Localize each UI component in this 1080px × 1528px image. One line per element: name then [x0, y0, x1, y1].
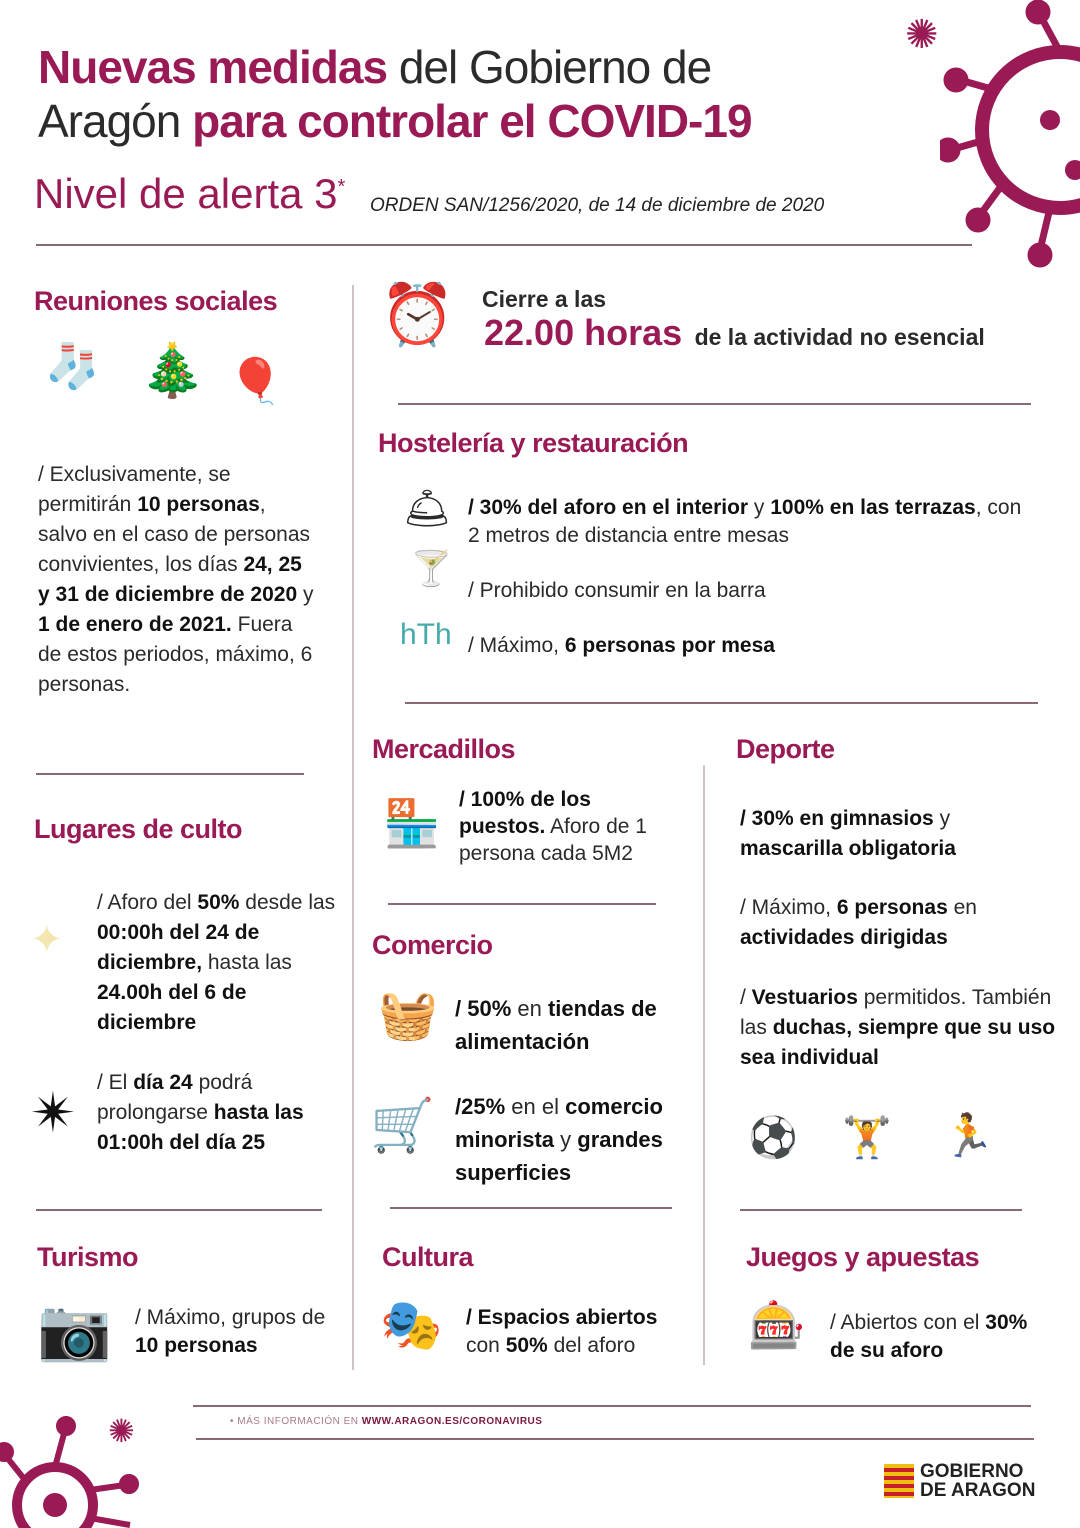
text-run-bold: Vestuarios: [751, 986, 858, 1009]
culto-item: [97, 888, 347, 1038]
text-run: , con 2 metros de distancia entre mesas: [468, 496, 1022, 547]
title-highlight: Nuevas medidas: [38, 41, 388, 93]
section-heading-hosteleria: Hostelería y restauración: [378, 428, 689, 458]
grocery-basket-icon: 🧺: [378, 989, 438, 1042]
stocking-icon: 🧦: [45, 342, 100, 391]
small-virus-icon: ✺: [108, 1413, 135, 1449]
serving-tray-icon: 🛎: [403, 488, 452, 530]
page-title: [38, 40, 752, 148]
text-run: / El: [97, 1071, 134, 1094]
deporte-item: [740, 804, 1030, 864]
text-run: podrá prolongarse: [97, 1071, 253, 1124]
text-run-bold: / 50%: [455, 996, 512, 1021]
small-virus-icon: ✺: [905, 13, 939, 57]
text-run: en: [947, 896, 977, 919]
theater-masks-icon: 🎭: [380, 1297, 443, 1353]
text-run: y: [297, 583, 314, 606]
weightlifting-icon: 🏋: [842, 1116, 892, 1160]
section-heading-juegos: Juegos y apuestas: [746, 1242, 980, 1272]
ornaments-icon: 🎈: [228, 357, 283, 406]
text-run-bold: 10 personas: [135, 1334, 258, 1357]
divider: [36, 244, 972, 246]
divider: [36, 1209, 322, 1211]
title-highlight: para controlar el COVID-19: [192, 95, 752, 147]
title-text: del Gobierno de: [387, 41, 712, 93]
text-run: en: [511, 996, 548, 1021]
culto-item: [97, 1068, 337, 1158]
text-run: / Máximo,: [468, 634, 565, 657]
deporte-item: [740, 983, 1060, 1073]
section-heading-comercio: Comercio: [372, 930, 493, 960]
section-heading-cultura: Cultura: [382, 1242, 473, 1272]
closing-label: Cierre a las: [482, 286, 607, 312]
christmas-tree-icon: 🎄: [140, 342, 205, 400]
text-run: en el: [505, 1094, 566, 1119]
deporte-item: [740, 893, 1030, 953]
text-run: / Máximo, grupos de: [135, 1306, 326, 1329]
shopping-cart-icon: 🛒: [370, 1097, 435, 1155]
cocktail-icon: 🍸: [410, 550, 453, 588]
more-info-label: • MÁS INFORMACIÓN EN: [230, 1416, 362, 1427]
aragon-flag-logo: [884, 1464, 914, 1498]
soccer-ball-icon: ⚽: [748, 1116, 798, 1160]
comercio-item: [455, 1090, 700, 1189]
title-text: Aragón: [38, 95, 193, 147]
text-run-bold: 24, 25 y 31 de diciembre de 2020: [38, 553, 302, 606]
divider: [405, 702, 1038, 704]
text-run-bold: actividades dirigidas: [740, 926, 948, 949]
column-divider: [352, 285, 354, 1370]
closing-hour: 22.00 horas: [484, 312, 683, 353]
more-info: [230, 1416, 542, 1427]
text-run-bold: grandes superficies: [455, 1127, 663, 1185]
text-run: / Aforo del: [97, 891, 198, 914]
text-run: y: [554, 1127, 578, 1152]
text-run-bold: 100% en las terrazas: [770, 496, 976, 519]
hosteleria-item: [468, 494, 1038, 550]
text-run: Fuera de estos periodos, máximo, 6 personas.: [38, 613, 313, 696]
text-run: /: [740, 986, 752, 1009]
text-run: con: [466, 1334, 506, 1357]
text-run: , salvo en el caso de personas convivientes, los días: [38, 493, 311, 576]
text-run: / Exclusivamente, se permitirán: [38, 463, 231, 516]
section-heading-deporte: Deporte: [736, 734, 835, 764]
text-run: Aforo de 1 persona cada 5M2: [459, 815, 647, 865]
star-icon: ✴: [30, 1081, 77, 1144]
text-run-bold: / Espacios abiertos: [466, 1306, 658, 1329]
closing-time: [484, 312, 985, 354]
text-run: y: [748, 496, 771, 519]
text-run: / Prohibido consumir en la barra: [468, 579, 766, 602]
hosteleria-item: [468, 576, 766, 606]
text-run-bold: 6 personas por mesa: [564, 634, 775, 657]
text-run: / Abiertos con el: [830, 1311, 986, 1334]
section-heading-mercadillos: Mercadillos: [372, 734, 516, 764]
text-run: permitidos. También las: [740, 986, 1052, 1039]
logo-text: DE ARAGON: [920, 1480, 1036, 1501]
text-run-bold: / 30% en gimnasios: [740, 807, 934, 830]
text-run-bold: día 24: [133, 1071, 193, 1094]
alarm-clock-icon: ⏰: [380, 281, 455, 348]
text-run-bold: 10 personas: [137, 493, 260, 516]
section-heading-culto: Lugares de culto: [34, 814, 243, 844]
footnote-mark: *: [337, 176, 346, 198]
text-run-bold: / 30% del aforo en el interior: [468, 496, 749, 519]
divider: [740, 1209, 1022, 1211]
text-run-bold: 50%: [505, 1334, 548, 1357]
divider: [390, 1207, 672, 1209]
divider: [196, 1438, 1034, 1440]
divider: [398, 403, 1031, 405]
text-run-bold: 1 de enero de 2021.: [38, 613, 232, 636]
divider: [36, 773, 304, 775]
mercadillos-text: [459, 786, 679, 867]
juegos-text: [830, 1309, 1030, 1365]
poker-chips-icon: 🎰: [748, 1299, 806, 1351]
turismo-text: [135, 1304, 335, 1360]
text-run: / Máximo,: [740, 896, 837, 919]
virus-icon: [940, 0, 1080, 270]
market-stall-icon: 🏪: [383, 797, 441, 849]
cultura-text: [466, 1304, 696, 1360]
text-run-bold: /25%: [455, 1094, 506, 1119]
text-run: hasta las: [202, 951, 292, 974]
text-run-bold: / 100% de los puestos.: [459, 788, 591, 838]
divider: [388, 903, 656, 905]
alert-level-text: Nivel de alerta 3: [34, 170, 338, 217]
text-run: y: [933, 807, 951, 830]
text-run-bold: mascarilla obligatoria: [740, 837, 956, 860]
section-heading-turismo: Turismo: [37, 1242, 139, 1272]
divider: [193, 1405, 1031, 1407]
order-reference: ORDEN SAN/1256/2020, de 14 de diciembre de 2020: [370, 195, 825, 216]
text-run-bold: 30% de su aforo: [830, 1311, 1028, 1362]
text-run-bold: comercio minorista: [455, 1094, 663, 1152]
text-run-bold: 6 personas: [836, 896, 948, 919]
text-run: del aforo: [547, 1334, 636, 1357]
runner-icon: 🏃: [942, 1112, 995, 1159]
text-run: desde las: [239, 891, 336, 914]
hosteleria-item: [468, 631, 775, 661]
text-run-bold: hasta las 01:00h del día 25: [97, 1101, 304, 1154]
section-heading-reuniones: Reuniones sociales: [34, 286, 278, 316]
gobierno-aragon-logo: [920, 1462, 1035, 1500]
text-run-bold: 00:00h del 24 de diciembre,: [97, 921, 260, 974]
more-info-link[interactable]: WWW.ARAGON.ES/CORONAVIRUS: [361, 1416, 543, 1427]
comercio-item: [455, 992, 695, 1058]
alert-level: [34, 170, 345, 218]
logo-text: GOBIERNO: [920, 1461, 1024, 1482]
reuniones-text: [38, 460, 318, 700]
closing-scope: de la actividad no esencial: [694, 324, 985, 350]
text-run-bold: 24.00h del 6 de diciembre: [97, 981, 247, 1034]
sparkle-icon: ✦: [30, 918, 64, 962]
column-divider: [703, 765, 705, 1365]
text-run-bold: 50%: [197, 891, 240, 914]
camera-icon: 📷: [37, 1296, 112, 1363]
text-run-bold: tiendas de alimentación: [455, 996, 657, 1054]
table-chairs-icon: hTh: [400, 618, 452, 651]
text-run-bold: duchas, siempre que su uso sea individual: [740, 1016, 1056, 1069]
